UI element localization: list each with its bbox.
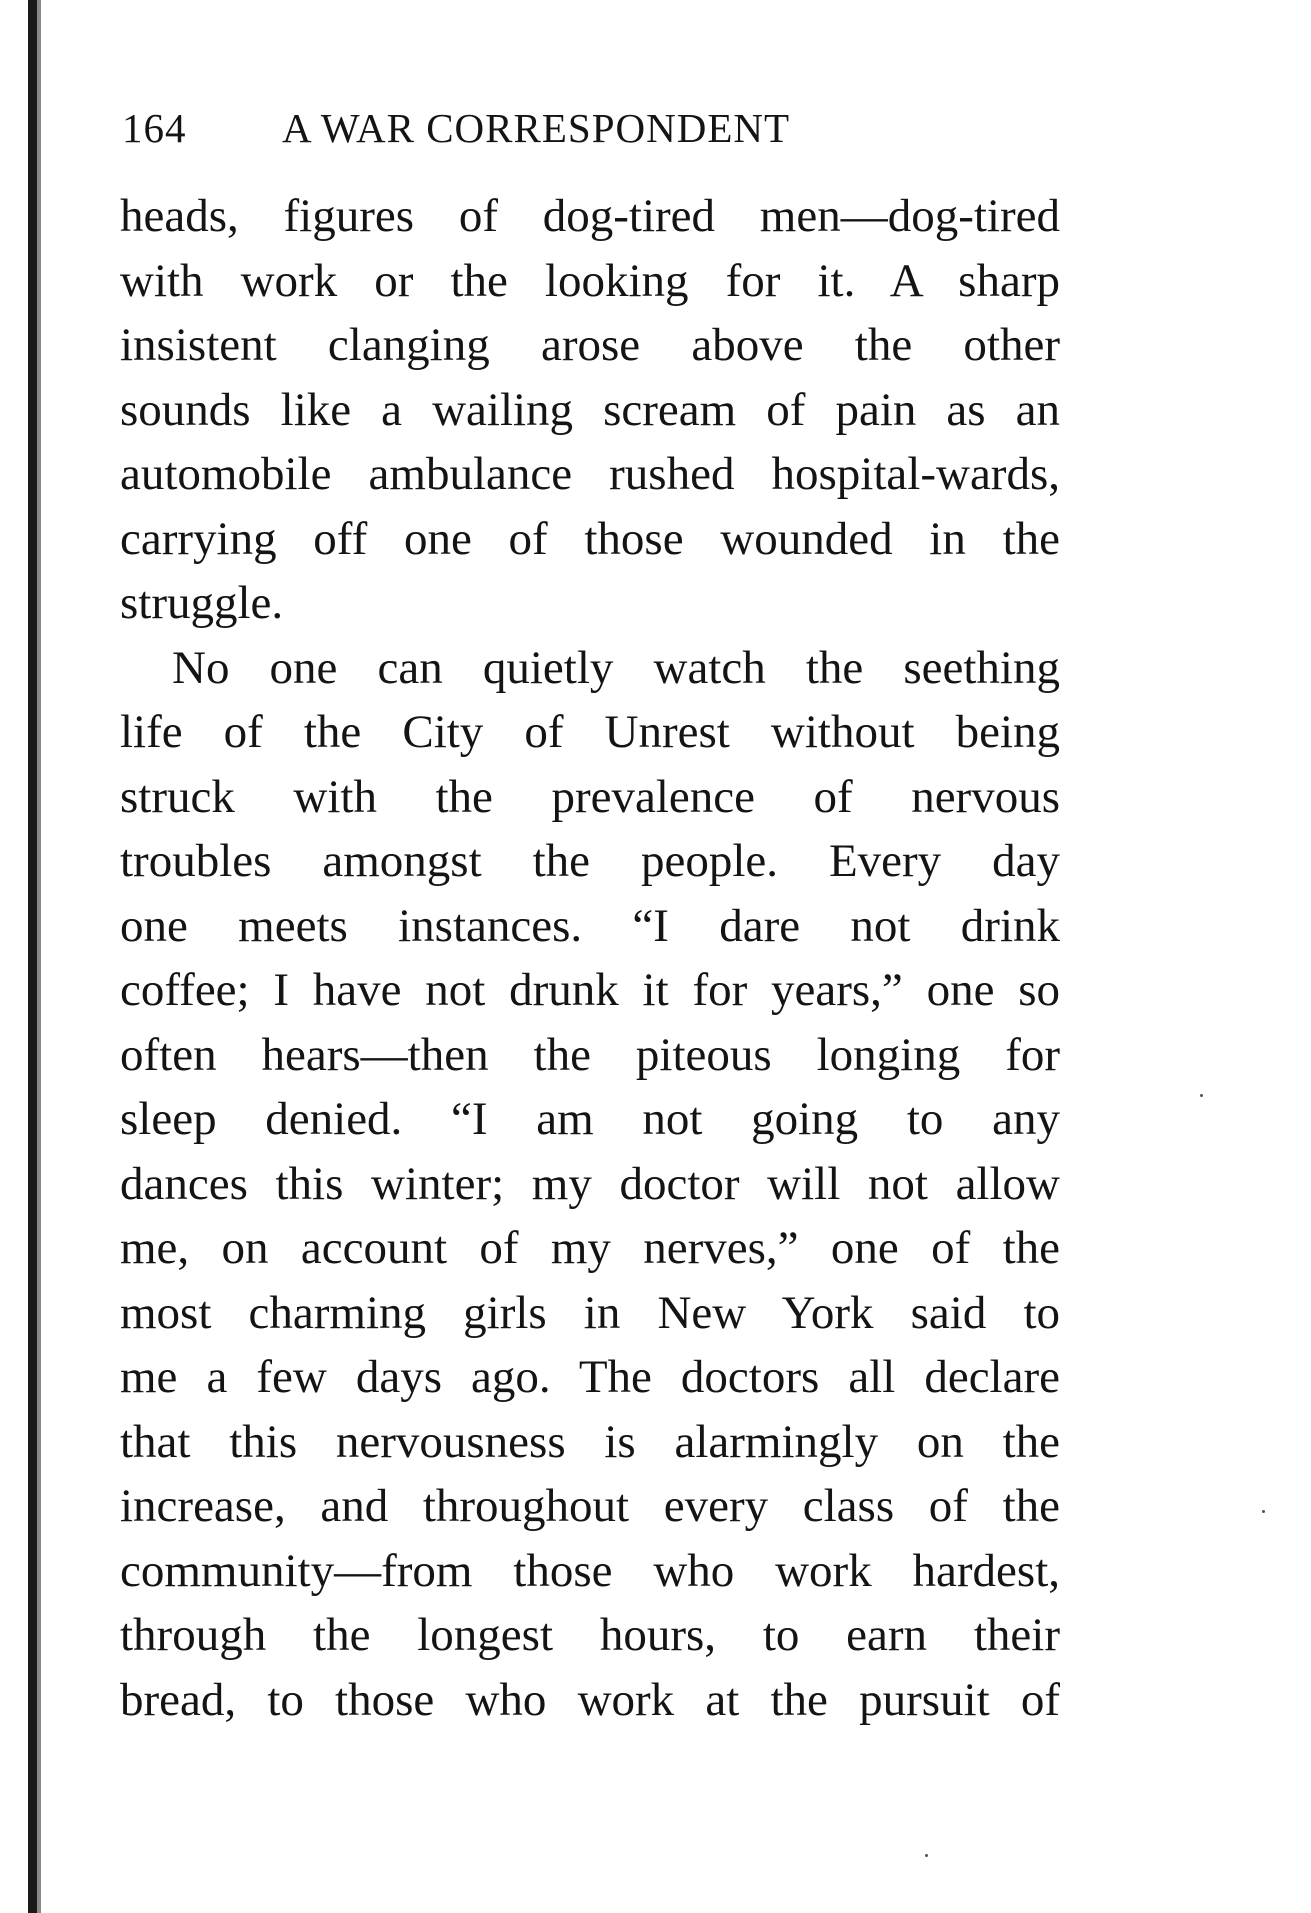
scan-speck [1262, 1510, 1265, 1513]
text-line-paragraph-start: No one can quietly watch the seething [172, 641, 1060, 694]
text-line: sounds like a wailing scream of pain as an [120, 383, 1060, 436]
text-line: me a few days ago. The doctors all declare [120, 1351, 1060, 1403]
text-line: automobile ambulance rushed hospital-wards, [120, 448, 1060, 500]
page-gutter-shadow [37, 0, 41, 1913]
text-line: often hears—then the piteous longing for [120, 1028, 1060, 1081]
text-line-paragraph-end: struggle. [120, 577, 284, 629]
body-text [120, 184, 1060, 1732]
running-header [122, 104, 1062, 154]
text-line: one meets instances. “I dare not drink [120, 899, 1060, 952]
text-line: insistent clanging arose above the other [120, 319, 1060, 371]
page-number: 164 [122, 105, 187, 151]
running-title: A WAR CORRESPONDENT [282, 105, 791, 151]
page-gutter-edge [28, 0, 37, 1913]
text-line: me, on account of my nerves,” one of the [120, 1222, 1060, 1274]
text-line: heads, figures of dog-tired men—dog-tired [120, 190, 1060, 242]
text-line: sleep denied. “I am not going to any [120, 1093, 1060, 1145]
text-line: through the longest hours, to earn their [120, 1609, 1060, 1661]
text-line: increase, and throughout every class of the [120, 1480, 1060, 1532]
text-line: dances this winter; my doctor will not allow [120, 1157, 1060, 1210]
text-line: that this nervousness is alarmingly on the [120, 1415, 1060, 1468]
text-line: carrying off one of those wounded in the [120, 512, 1060, 565]
scan-speck [1200, 1094, 1203, 1097]
text-line: community—from those who work hardest, [120, 1544, 1060, 1597]
text-line: bread, to those who work at the pursuit of [120, 1673, 1060, 1726]
scan-speck [925, 1854, 928, 1857]
text-line: life of the City of Unrest without being [120, 706, 1060, 758]
text-line: most charming girls in New York said to [120, 1286, 1060, 1339]
text-line: troubles amongst the people. Every day [120, 835, 1060, 887]
text-line: coffee; I have not drunk it for years,” one so [120, 964, 1060, 1016]
text-line: struck with the prevalence of nervous [120, 770, 1060, 823]
text-line: with work or the looking for it. A sharp [120, 254, 1060, 307]
